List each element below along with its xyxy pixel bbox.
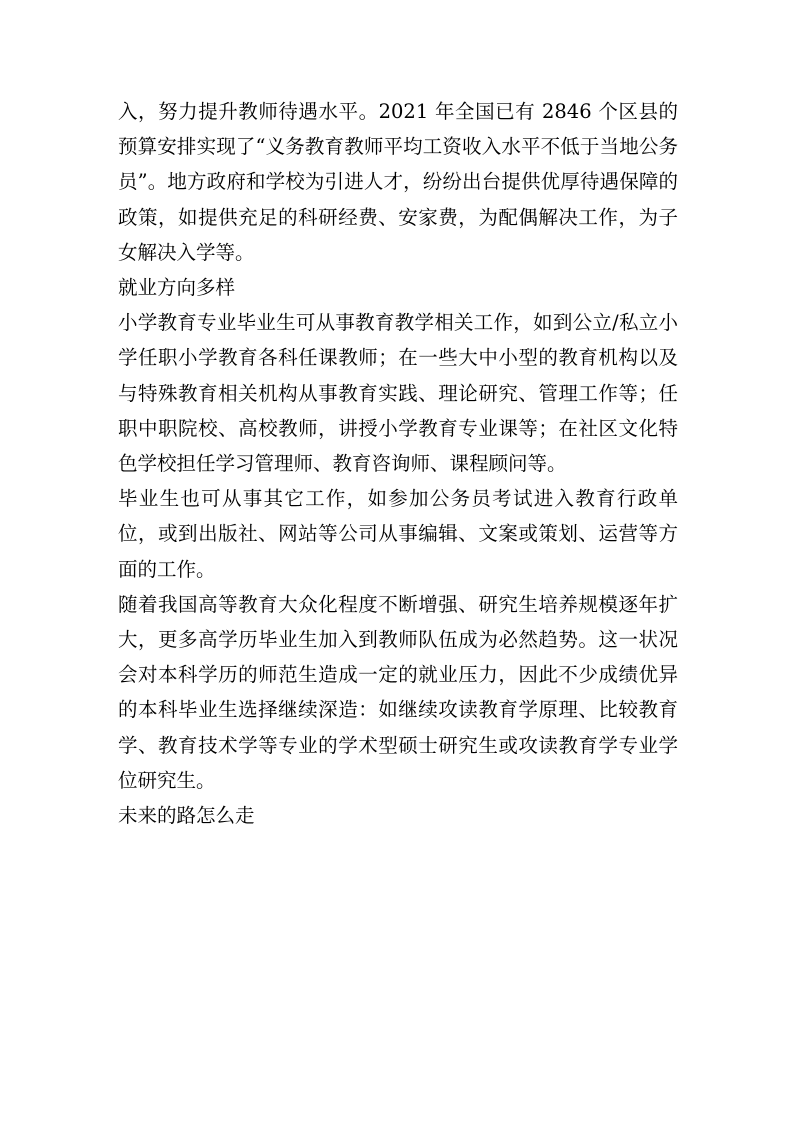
- section-heading-career-directions: 就业方向多样: [118, 276, 236, 300]
- paragraph-further-study: 随着我国高等教育大众化程度不断增强、研究生培养规模逐年扩大，更多高学历毕业生加入到教师队伍成为必然趋势。这一状况会对本科学历的师范生造成一定的就业压力，因此不少成绩优异的本科毕业生选择继续深造：如继续攻读教育学原理、比较教育学、教育技术学等专业的学术型硕士研究生或攻读教育学专业学位研究生。: [118, 592, 678, 792]
- paragraph-teacher-pay: 入，努力提升教师待遇水平。2021 年全国已有 2846 个区县的预算安排实现了“义务教育教师平均工资收入水平不低于当地公务员”。地方政府和学校为引进人才，纷纷出台提供优厚待遇保障的政策，如提供充足的科研经费、安家费，为配偶解决工作，为子女解决入学等。: [118, 100, 678, 264]
- paragraph-other-jobs: 毕业生也可从事其它工作，如参加公务员考试进入教育行政单位，或到出版社、网站等公司从事编辑、文案或策划、运营等方面的工作。: [118, 487, 678, 581]
- document-page: [118, 94, 678, 833]
- paragraph-teaching-jobs: 小学教育专业毕业生可从事教育教学相关工作，如到公立/私立小学任职小学教育各科任课教师；在一些大中小型的教育机构以及与特殊教育相关机构从事教育实践、理论研究、管理工作等；任职中职院校、高校教师，讲授小学教育专业课等；在社区文化特色学校担任学习管理师、教育咨询师、课程顾问等。: [118, 311, 678, 476]
- section-heading-future-path: 未来的路怎么走: [118, 804, 255, 828]
